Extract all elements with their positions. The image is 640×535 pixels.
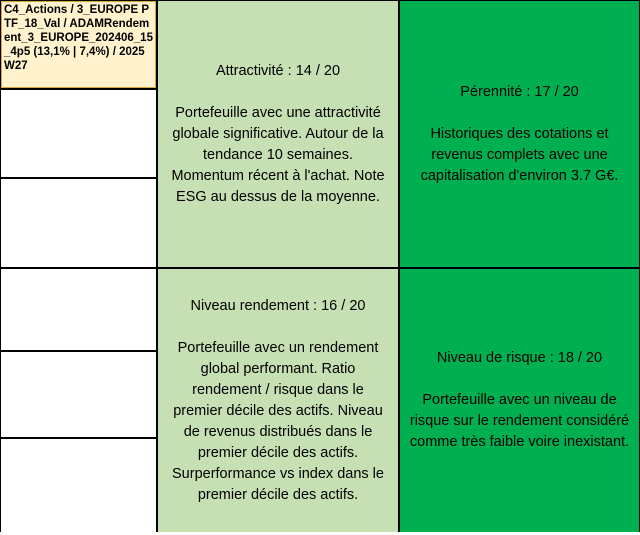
rendement-description: Portefeuille avec un rendement global performant. Ratio rendement / risque dans le premier décile des actifs. Niveau de revenus distribués dans le premier décile des actifs. Surperformance vs index dans le premier décile des actifs.: [172, 339, 384, 503]
blank-cell: [1, 269, 156, 350]
blank-cell: [1, 439, 156, 532]
attractivite-heading: Attractivité : 14 / 20: [215, 62, 341, 79]
rendement-heading: Niveau rendement : 16 / 20: [190, 297, 366, 314]
blank-cell: [1, 90, 156, 177]
perennite-description: Historiques des cotations et revenus complets avec une capitalisation d'environ 3.7 G€.: [420, 125, 619, 184]
portfolio-title-cell: [1, 1, 156, 88]
perennite-cell: [400, 1, 639, 267]
risque-heading: Niveau de risque : 18 / 20: [436, 350, 603, 366]
attractivite-description: Portefeuille avec une attractivité globale significative. Autour de la tendance 10 semaines. Momentum récent à l'achat. Note ESG au dessus de la moyenne.: [171, 104, 385, 205]
risque-cell: [400, 269, 639, 532]
blank-cell: [1, 179, 156, 267]
blank-cell: [1, 352, 156, 437]
portfolio-title: C4_Actions / 3_EUROPE PTF_18_Val / ADAMRendement_3_EUROPE_202406_15_4p5 (13,1% | 7,4%) / 2025W27: [4, 4, 153, 72]
risque-description: Portefeuille avec un niveau de risque sur le rendement considéré comme très faible voire inexistant.: [409, 392, 630, 450]
perennite-heading: Pérennité : 17 / 20: [460, 83, 579, 100]
rendement-cell: [158, 269, 398, 532]
attractivite-cell: [158, 1, 398, 267]
